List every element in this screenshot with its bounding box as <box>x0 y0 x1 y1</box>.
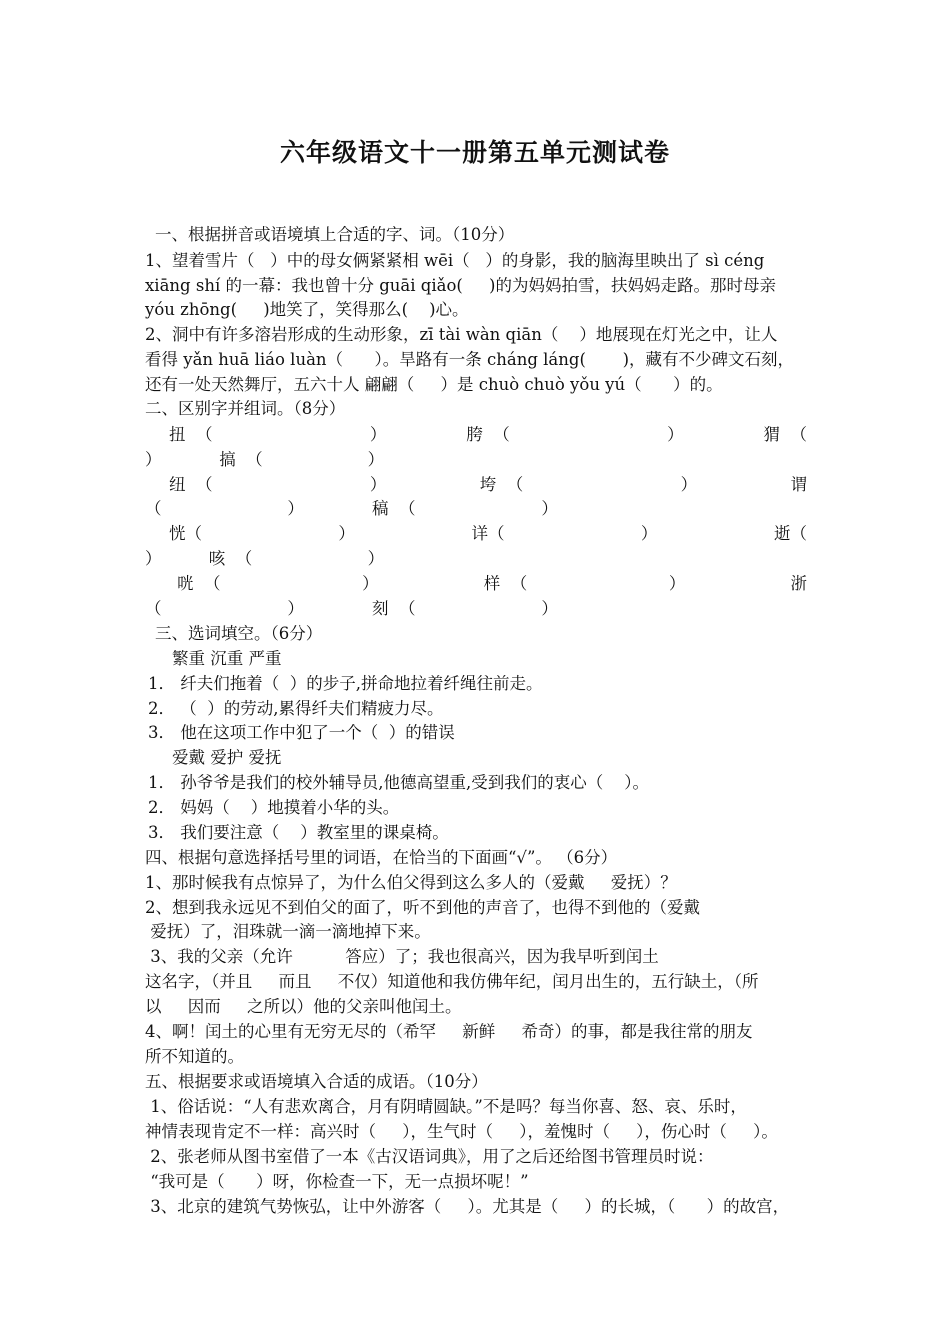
text-line: 2． （ ）的劳动,累得纤夫们精疲力尽。 <box>148 699 444 718</box>
text-line: 1、那时候我有点惊异了，为什么伯父得到这么多人的（爱戴 爱抚）？ <box>145 873 677 892</box>
text-line: 2、张老师从图书室借了一本《古汉语词典》，用了之后还给图书管理员时说： <box>145 1147 714 1166</box>
word-group: 猬 （ <box>763 425 807 444</box>
text-line: 看得 yǎn huā liáo luàn（ ）。旱路有一条 cháng láng( )，藏有不少碑文石刻， <box>145 350 795 369</box>
text-line: 3． 他在这项工作中犯了一个（ ）的错误 <box>148 723 455 742</box>
word-row <box>145 474 807 496</box>
section-3-heading: 三、选词填空。（6分） <box>155 624 323 643</box>
word-row: （ ） 稿 （ ） <box>145 499 558 518</box>
word-group: 谓 <box>790 475 807 494</box>
section-4-heading: 四、根据句意选择括号里的词语，在恰当的下面画“√”。 （6分） <box>145 848 618 867</box>
text-line: “我可是（ ）呀，你检查一下，无一点损坏呢！” <box>145 1172 529 1191</box>
text-line: 1、望着雪片（ ）中的母女俩紧紧相 wēi（ ）的身影，我的脑海里映出了 sì céng <box>145 251 765 270</box>
section-1-heading: 一、根据拼音或语境填上合适的字、词。（10分） <box>155 225 515 244</box>
section-5-heading: 五、根据要求或语境填入合适的成语。（10分） <box>145 1072 488 1091</box>
text-line: 2、想到我永远见不到伯父的面了，听不到他的声音了，也得不到他的（爱戴 <box>145 898 700 917</box>
text-line: 4、啊！闰土的心里有无穷无尽的（希罕 新鲜 希奇）的事，都是我往常的朋友 <box>145 1022 753 1041</box>
text-line: 2、洞中有许多溶岩形成的生动形象，zī tài wàn qiān（ ）地展现在灯光之中，让人 <box>145 325 778 344</box>
page-title: 六年级语文十一册第五单元测试卷 <box>279 138 670 167</box>
text-line: 所不知道的。 <box>145 1047 244 1066</box>
word-group: 扭 （ ） <box>169 425 387 444</box>
word-row: ） 搞 （ ） <box>145 450 385 469</box>
word-group: 详（ ） <box>471 524 658 543</box>
word-group: 胯 （ ） <box>466 425 684 444</box>
text-line: 这名字，（并且 而且 不仅）知道他和我仿佛年纪，闰月出生的，五行缺土，（所 <box>145 972 759 991</box>
word-group: 垮 （ ） <box>479 475 698 494</box>
word-group: 样 （ ） <box>483 574 686 593</box>
word-group: 逝（ <box>774 524 807 543</box>
word-row <box>145 523 807 545</box>
word-group: 浙 <box>790 574 807 593</box>
word-group: 咣 （ ） <box>177 574 379 593</box>
text-line: 1． 纤夫们拖着（ ）的步子,拼命地拉着纤绳往前走。 <box>148 674 543 693</box>
word-group: 纽 （ ） <box>169 475 387 494</box>
text-line: 3、我的父亲（允许 答应）了；我也很高兴，因为我早听到闰土 <box>145 947 659 966</box>
text-line: 3． 我们要注意（ ）教室里的课桌椅。 <box>148 823 449 842</box>
text-line: 1． 孙爷爷是我们的校外辅导员,他德高望重,受到我们的衷心（ ）。 <box>148 773 649 792</box>
section-2-heading: 二、区别字并组词。（8分） <box>145 399 346 418</box>
text-line: 神情表现肯定不一样：高兴时（ ），生气时（ ），羞愧时（ ），伤心时（ ）。 <box>145 1122 778 1141</box>
text-line: 2． 妈妈（ ）地摸着小华的头。 <box>148 798 400 817</box>
word-choices: 爱戴 爱护 爱抚 <box>172 748 282 767</box>
text-line: 1、俗话说：“人有悲欢离合，月有阴晴圆缺。”不是吗？每当你喜、怒、哀、乐时， <box>145 1097 747 1116</box>
word-row <box>145 424 807 446</box>
text-line: 3、北京的建筑气势恢弘，让中外游客（ ）。尤其是（ ）的长城，（ ）的故宫， <box>145 1197 790 1216</box>
text-line: 爱抚）了，泪珠就一滴一滴地掉下来。 <box>145 922 431 941</box>
text-line: 以 因而 之所以）他的父亲叫他闰土。 <box>145 997 462 1016</box>
text-line: yóu zhōng( )地笑了，笑得那么( )心。 <box>145 300 469 319</box>
word-row: ） 咳 （ ） <box>145 549 385 568</box>
word-row: （ ） 刻 （ ） <box>145 599 558 618</box>
text-line: xiāng shí 的一幕：我也曾十分 guāi qiǎo( )的为妈妈拍雪，扶妈妈走路。那时母亲 <box>145 276 776 295</box>
text-line: 还有一处天然舞厅，五六十人 翩翩（ ）是 chuò chuò yǒu yú（ ）的。 <box>145 375 723 394</box>
word-choices: 繁重 沉重 严重 <box>172 649 282 668</box>
word-group: 恍（ ） <box>169 524 355 543</box>
word-row <box>145 573 807 595</box>
